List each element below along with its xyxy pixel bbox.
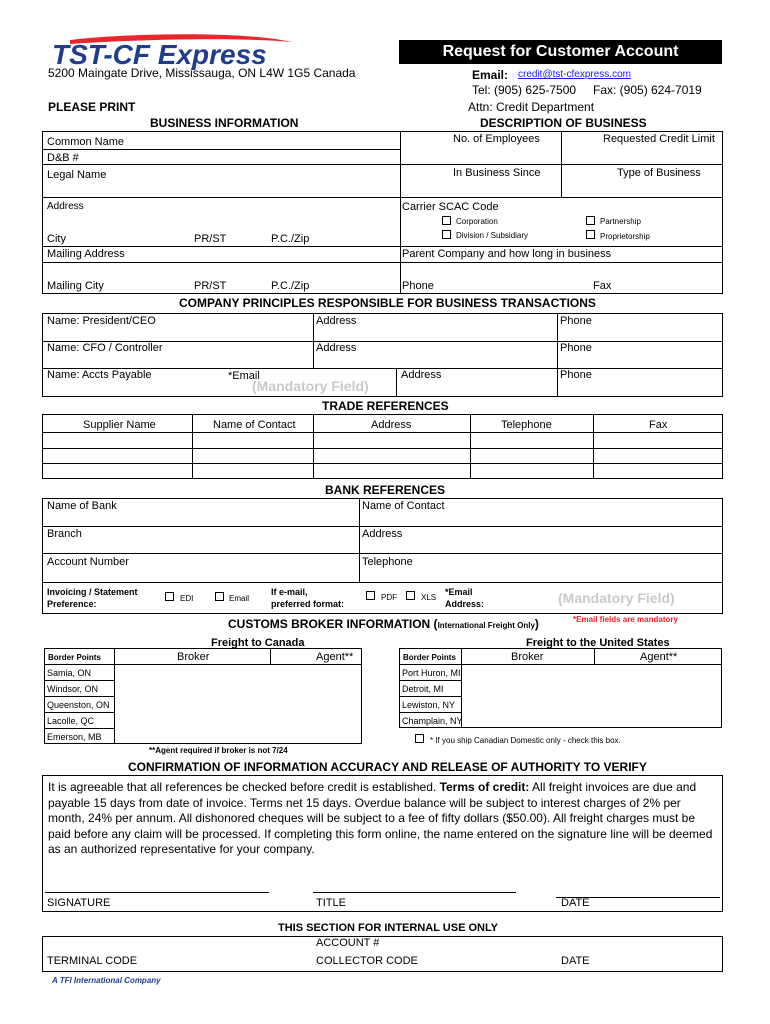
bank-address-field[interactable]: Address <box>362 528 403 540</box>
footer-tagline: A TFI International Company <box>52 976 161 985</box>
employees-field[interactable]: No. of Employees <box>453 133 540 145</box>
email-address-label: *Email <box>445 587 473 597</box>
title-label: TITLE <box>316 897 346 909</box>
fax-number: Fax: (905) 624-7019 <box>593 83 702 97</box>
pdf-label: PDF <box>381 593 397 602</box>
business-desc-heading: DESCRIPTION OF BUSINESS <box>480 116 647 130</box>
us-broker-header: Broker <box>511 651 544 663</box>
xls-label: XLS <box>421 593 437 602</box>
address-field[interactable]: Address <box>47 201 84 212</box>
email-pref-checkbox[interactable] <box>215 592 224 601</box>
terms-of-credit-label: Terms of credit: <box>439 780 530 794</box>
city-field[interactable]: City <box>47 233 66 245</box>
if-email-label: If e-mail, <box>271 587 308 597</box>
canada-point-4: Lacolle, QC <box>47 716 95 726</box>
trade-col-supplier: Supplier Name <box>83 419 156 431</box>
collector-code-field[interactable]: COLLECTOR CODE <box>316 955 418 967</box>
invoicing-pref-label: Invoicing / Statement <box>47 587 138 597</box>
signature-label: SIGNATURE <box>47 897 111 909</box>
confirmation-text <box>48 780 718 858</box>
email-label: Email: <box>472 68 509 82</box>
principals-heading: COMPANY PRINCIPLES RESPONSIBLE FOR BUSINESS TRANSACTIONS <box>179 296 596 310</box>
in-business-since-field[interactable]: In Business Since <box>453 167 541 179</box>
business-info-heading: BUSINESS INFORMATION <box>150 116 299 130</box>
agent-note: **Agent required if broker is not 7/24 <box>149 746 288 755</box>
company-address: 5200 Maingate Drive, Mississauga, ON L4W 1G5 Canada <box>48 66 356 80</box>
us-point-3: Lewiston, NY <box>402 700 456 710</box>
president-address-field[interactable]: Address <box>316 315 357 327</box>
canada-point-5: Emerson, MB <box>47 732 102 742</box>
president-phone-field[interactable]: Phone <box>560 315 592 327</box>
form-title: Request for Customer Account <box>399 40 722 64</box>
account-number-field[interactable]: Account Number <box>47 556 129 568</box>
credit-email-link[interactable]: credit@tst-cfexpress.com <box>518 69 631 80</box>
customs-heading <box>228 617 539 631</box>
confirmation-text-a: It is agreeable that all references be checked before credit is established. <box>48 780 440 794</box>
us-agent-header: Agent** <box>640 651 678 663</box>
accts-address-field[interactable]: Address <box>401 369 442 381</box>
trade-col-address: Address <box>371 419 412 431</box>
customs-heading-close: ) <box>534 617 539 631</box>
partnership-label: Partnership <box>600 217 641 226</box>
business-info-grid <box>42 131 723 294</box>
legal-name-field[interactable]: Legal Name <box>47 169 107 181</box>
us-point-4: Champlain, NY <box>402 716 463 726</box>
domestic-note: * If you ship Canadian Domestic only - check this box. <box>430 736 621 745</box>
proprietorship-checkbox[interactable] <box>586 230 595 239</box>
us-point-2: Detroit, MI <box>402 684 444 694</box>
division-label: Division / Subsidiary <box>456 231 529 240</box>
invoicing-pref-label-2: Preference: <box>47 599 97 609</box>
canada-point-2: Windsor, ON <box>47 684 99 694</box>
xls-checkbox[interactable] <box>406 591 415 600</box>
bank-refs-heading: BANK REFERENCES <box>325 483 446 497</box>
attn-line: Attn: Credit Department <box>468 100 595 114</box>
customs-heading-main: CUSTOMS BROKER INFORMATION ( <box>228 617 438 631</box>
scac-field[interactable]: Carrier SCAC Code <box>402 201 499 213</box>
mailing-prst-field[interactable]: PR/ST <box>194 280 227 292</box>
domestic-only-checkbox[interactable] <box>415 734 424 743</box>
trade-col-telephone: Telephone <box>501 419 552 431</box>
customs-heading-sub: International Freight Only <box>437 621 535 630</box>
mailing-pczip-field[interactable]: P.C./Zip <box>271 280 310 292</box>
accts-payable-field[interactable]: Name: Accts Payable <box>47 369 152 381</box>
pdf-checkbox[interactable] <box>366 591 375 600</box>
dnb-field[interactable]: D&B # <box>47 152 79 164</box>
bank-mandatory-note: (Mandatory Field) <box>558 590 675 606</box>
trade-refs-heading: TRADE REFERENCES <box>322 399 449 413</box>
edi-checkbox[interactable] <box>165 592 174 601</box>
please-print: PLEASE PRINT <box>48 100 136 114</box>
bank-contact-field[interactable]: Name of Contact <box>362 500 445 512</box>
email-pref-label: Email <box>229 594 250 603</box>
credit-limit-field[interactable]: Requested Credit Limit <box>603 133 715 145</box>
division-checkbox[interactable] <box>442 230 451 239</box>
us-border-points-header: Border Points <box>403 653 456 662</box>
bank-telephone-field[interactable]: Telephone <box>362 556 413 568</box>
canada-agent-header: Agent** <box>316 651 354 663</box>
accts-email-field[interactable]: *Email <box>228 370 260 382</box>
proprietorship-label: Proprietorship <box>600 232 650 241</box>
corporation-checkbox[interactable] <box>442 216 451 225</box>
canada-point-3: Queenston, ON <box>47 700 110 710</box>
logo-text: TST-CF Express <box>52 39 267 70</box>
canada-broker-header: Broker <box>177 651 210 663</box>
signature-line[interactable] <box>45 892 269 893</box>
terminal-code-field[interactable]: TERMINAL CODE <box>47 955 138 967</box>
freight-canada-heading: Freight to Canada <box>211 637 305 649</box>
account-number-internal[interactable]: ACCOUNT # <box>316 937 380 949</box>
email-mandatory-note: *Email fields are mandatory <box>573 615 678 624</box>
edi-label: EDI <box>180 594 194 603</box>
common-name-field[interactable]: Common Name <box>47 136 125 148</box>
internal-date-field[interactable]: DATE <box>561 955 590 967</box>
tel-number: Tel: (905) 625-7500 <box>472 83 577 97</box>
mandatory-field-note: (Mandatory Field) <box>252 378 369 394</box>
confirmation-text-b: All freight invoices are due and payable 15 days from date of invoice. Terms net 15 days. Overdue balance will be subject to interest charges of 2% per month, 24% per annum. All dishonored cheques will be subject to a fee of fifty dollars ($50.00). All freight charges must be paid before any claim will be processed. If completing this form online, the name entered on the signature line will be deemed as an authorized representative for your company. <box>48 780 713 856</box>
canada-point-1: Samia, ON <box>47 668 92 678</box>
email-address-label-2: Address: <box>445 599 485 609</box>
internal-heading: THIS SECTION FOR INTERNAL USE ONLY <box>278 922 499 934</box>
us-point-1: Port Huron, MI <box>402 668 461 678</box>
partnership-checkbox[interactable] <box>586 216 595 225</box>
date-label: DATE <box>561 897 590 909</box>
type-of-business-field[interactable]: Type of Business <box>617 167 701 179</box>
mailing-address-field[interactable]: Mailing Address <box>47 248 125 260</box>
confirmation-heading: CONFIRMATION OF INFORMATION ACCURACY AND RELEASE OF AUTHORITY TO VERIFY <box>128 760 647 774</box>
corporation-label: Corporation <box>456 217 498 226</box>
bank-name-field[interactable]: Name of Bank <box>47 500 117 512</box>
trade-col-contact: Name of Contact <box>213 419 296 431</box>
mailing-city-field[interactable]: Mailing City <box>47 280 104 292</box>
title-line[interactable] <box>313 892 516 893</box>
freight-us-heading: Freight to the United States <box>526 637 670 649</box>
phone-field[interactable]: Phone <box>402 280 434 292</box>
canada-border-points-header: Border Points <box>48 653 101 662</box>
accts-phone-field[interactable]: Phone <box>560 369 592 381</box>
fax-field[interactable]: Fax <box>593 280 612 292</box>
president-field[interactable]: Name: President/CEO <box>47 315 156 327</box>
cfo-field[interactable]: Name: CFO / Controller <box>47 342 163 354</box>
preferred-format-label: preferred format: <box>271 599 345 609</box>
branch-field[interactable]: Branch <box>47 528 82 540</box>
prst-field[interactable]: PR/ST <box>194 233 227 245</box>
cfo-phone-field[interactable]: Phone <box>560 342 592 354</box>
parent-company-field[interactable]: Parent Company and how long in business <box>402 248 612 260</box>
trade-col-fax: Fax <box>649 419 668 431</box>
pczip-field[interactable]: P.C./Zip <box>271 233 310 245</box>
cfo-address-field[interactable]: Address <box>316 342 357 354</box>
